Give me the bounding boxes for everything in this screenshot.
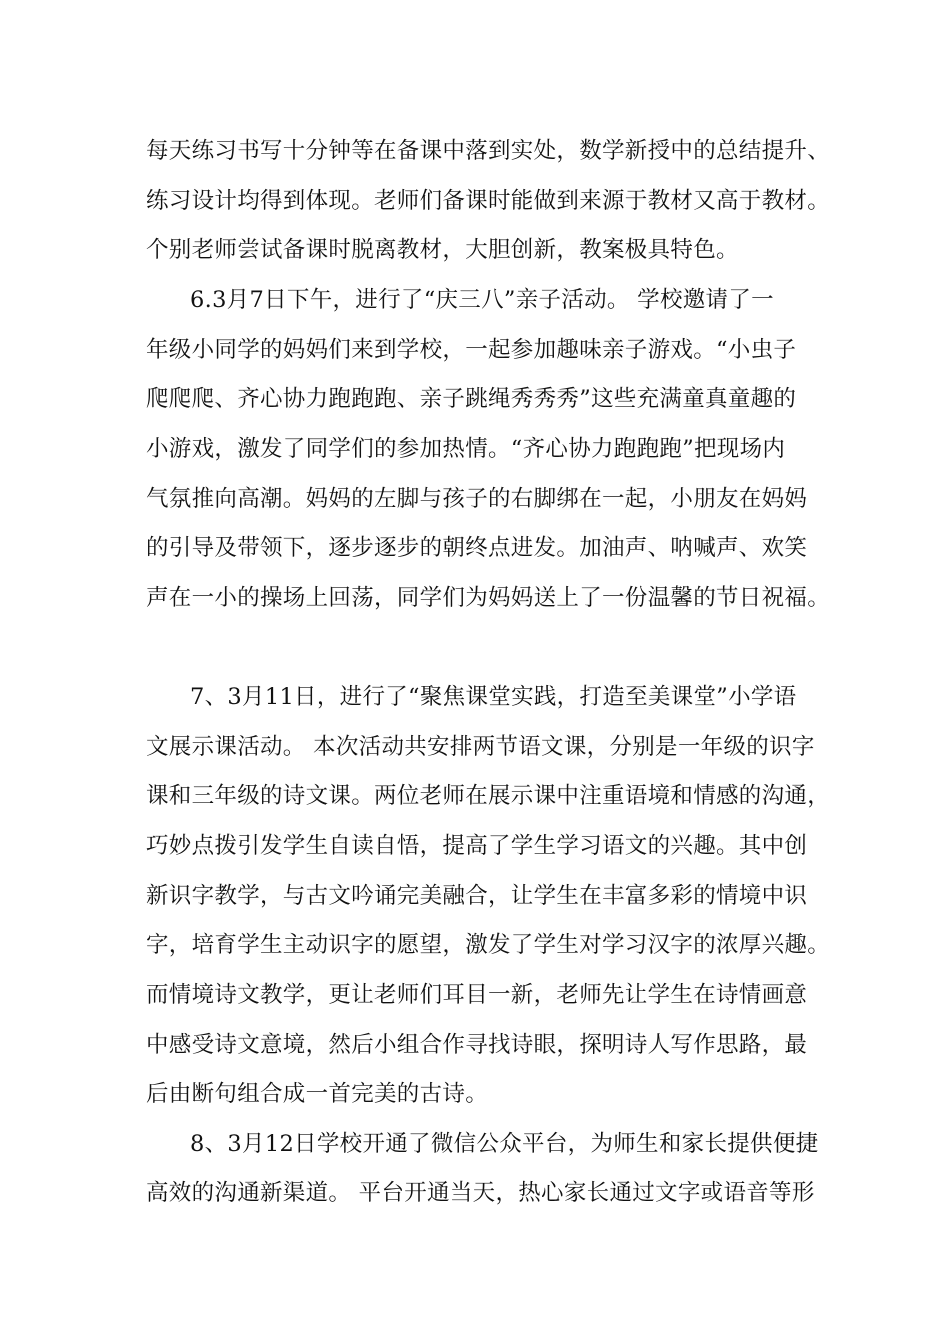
- text-line: 后由断句组合成一首完美的古诗。: [146, 1081, 489, 1107]
- text-line: 的引导及带领下，逐步逐步的朝终点进发。加油声、呐喊声、欢笑: [146, 535, 808, 561]
- text-line: 声在一小的操场上回荡，同学们为妈妈送上了一份温馨的节日祝福。: [146, 585, 831, 611]
- text-line: 高效的沟通新渠道。 平台开通当天，热心家长通过文字或语音等形: [146, 1180, 815, 1206]
- text-line: 气氛推向高潮。妈妈的左脚与孩子的右脚绑在一起，小朋友在妈妈: [146, 486, 808, 512]
- text-line: 8、3月12日学校开通了微信公众平台，为师生和家长提供便捷: [190, 1131, 819, 1157]
- text-line: 爬爬爬、齐心协力跑跑跑、亲子跳绳秀秀秀”这些充满童真童趣的: [146, 386, 797, 412]
- text-line: 7、3月11日，进行了“聚焦课堂实践，打造至美课堂”小学语: [190, 684, 797, 710]
- text-line: 文展示课活动。 本次活动共安排两节语文课，分别是一年级的识字: [146, 734, 815, 760]
- text-line: 中感受诗文意境，然后小组合作寻找诗眼，探明诗人写作思路，最: [146, 1032, 808, 1058]
- text-line: 而情境诗文教学，更让老师们耳目一新，老师先让学生在诗情画意: [146, 982, 808, 1008]
- text-line: 练习设计均得到体现。老师们备课时能做到来源于教材又高于教材。: [146, 188, 831, 214]
- text-line: 个别老师尝试备课时脱离教材，大胆创新，教案极具特色。: [146, 237, 739, 263]
- text-line: 字，培育学生主动识字的愿望，激发了学生对学习汉字的浓厚兴趣。: [146, 932, 831, 958]
- text-line: 6.3月7日下午，进行了“庆三八”亲子活动。 学校邀请了一: [190, 287, 774, 313]
- text-line: 课和三年级的诗文课。两位老师在展示课中注重语境和情感的沟通，: [146, 783, 831, 809]
- text-line: 巧妙点拨引发学生自读自悟，提高了学生学习语文的兴趣。其中创: [146, 833, 808, 859]
- text-line: 每天练习书写十分钟等在备课中落到实处，数学新授中的总结提升、: [146, 138, 831, 164]
- text-line: 年级小同学的妈妈们来到学校，一起参加趣味亲子游戏。“小虫子: [146, 337, 797, 363]
- text-line: 小游戏，激发了同学们的参加热情。“齐心协力跑跑跑”把现场内: [146, 436, 786, 462]
- text-line: 新识字教学，与古文吟诵完美融合，让学生在丰富多彩的情境中识: [146, 883, 808, 909]
